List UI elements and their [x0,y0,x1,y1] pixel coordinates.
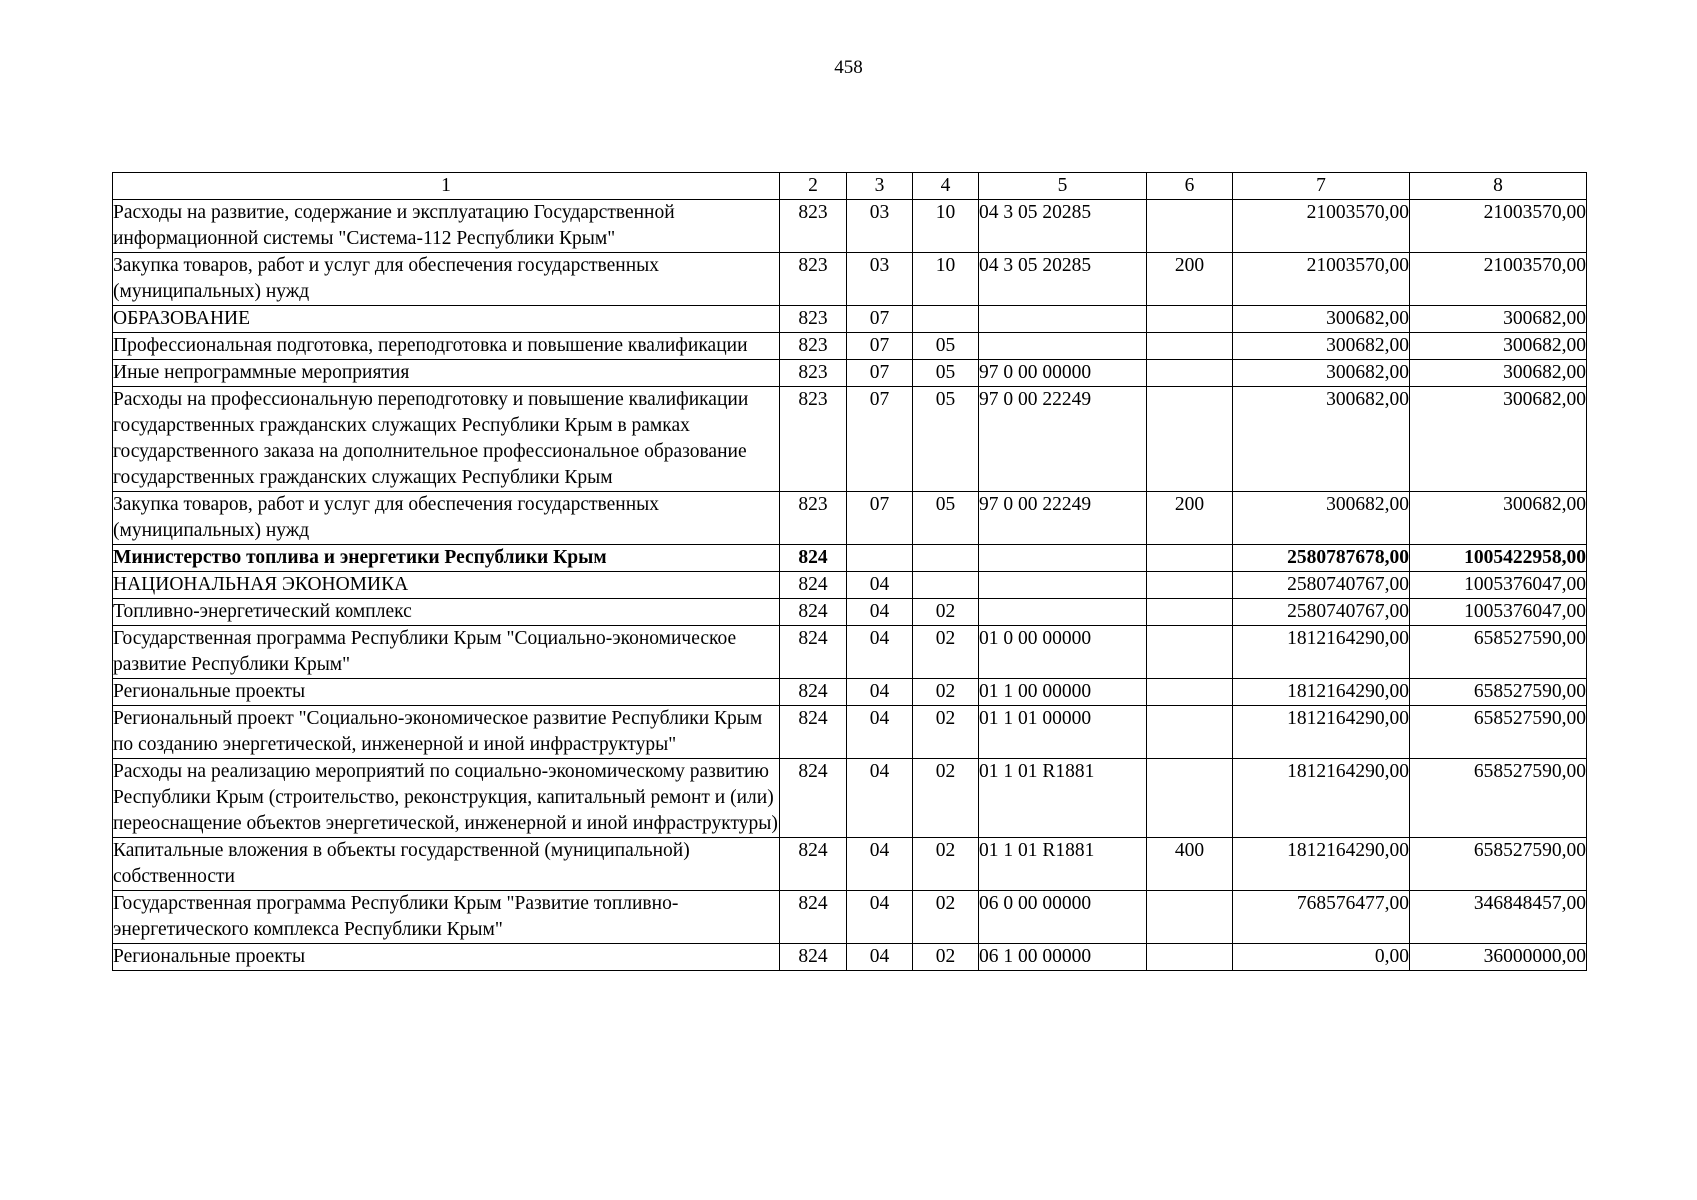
table-body [113,200,1587,971]
header-col-6: 6 [1147,173,1233,200]
cell-col-5: 97 0 00 22249 [979,492,1147,545]
cell-col-2: 824 [780,626,847,679]
cell-col-2: 824 [780,706,847,759]
cell-col-7: 300682,00 [1233,360,1410,387]
cell-col-2: 824 [780,679,847,706]
cell-col-5: 01 1 01 00000 [979,706,1147,759]
cell-col-4 [913,545,979,572]
cell-name: Расходы на профессиональную переподготовку и повышение квалификации государственных гражданских служащих Республики Крым в рамках государственного заказа на дополнительное профессиональное образование государственных гражданских служащих Республики Крым [113,387,780,492]
table-row [113,306,1587,333]
table-row [113,759,1587,838]
cell-col-5 [979,545,1147,572]
cell-name: Государственная программа Республики Крым "Социально-экономическое развитие Республики Крым" [113,626,780,679]
cell-col-7: 21003570,00 [1233,253,1410,306]
cell-col-6: 400 [1147,838,1233,891]
table-row [113,838,1587,891]
cell-col-2: 823 [780,333,847,360]
cell-name: Региональный проект "Социально-экономическое развитие Республики Крым по созданию энергетической, инженерной и иной инфраструктуры" [113,706,780,759]
table-row [113,679,1587,706]
cell-col-7: 2580740767,00 [1233,599,1410,626]
header-col-5: 5 [979,173,1147,200]
cell-name: НАЦИОНАЛЬНАЯ ЭКОНОМИКА [113,572,780,599]
cell-col-6 [1147,360,1233,387]
table-row [113,599,1587,626]
cell-col-8: 1005376047,00 [1410,599,1587,626]
cell-col-6 [1147,599,1233,626]
cell-col-5 [979,306,1147,333]
cell-col-2: 823 [780,253,847,306]
cell-name: Закупка товаров, работ и услуг для обеспечения государственных (муниципальных) нужд [113,253,780,306]
cell-col-4: 02 [913,944,979,971]
cell-name: Закупка товаров, работ и услуг для обеспечения государственных (муниципальных) нужд [113,492,780,545]
cell-col-6: 200 [1147,253,1233,306]
cell-col-2: 823 [780,492,847,545]
cell-col-5: 06 1 00 00000 [979,944,1147,971]
cell-col-8: 658527590,00 [1410,759,1587,838]
cell-col-2: 824 [780,545,847,572]
cell-col-2: 823 [780,360,847,387]
cell-col-2: 824 [780,572,847,599]
cell-col-5 [979,572,1147,599]
table-row [113,572,1587,599]
cell-col-6 [1147,333,1233,360]
cell-col-8: 658527590,00 [1410,626,1587,679]
cell-col-4: 10 [913,253,979,306]
cell-col-5: 01 0 00 00000 [979,626,1147,679]
cell-col-6 [1147,200,1233,253]
cell-col-6 [1147,759,1233,838]
cell-col-6 [1147,891,1233,944]
cell-col-4: 05 [913,492,979,545]
cell-col-2: 824 [780,759,847,838]
cell-col-5: 01 1 01 R1881 [979,838,1147,891]
header-col-7: 7 [1233,173,1410,200]
cell-col-2: 823 [780,387,847,492]
cell-col-7: 0,00 [1233,944,1410,971]
cell-col-8: 300682,00 [1410,333,1587,360]
cell-col-4: 02 [913,891,979,944]
cell-col-2: 824 [780,838,847,891]
cell-col-3: 04 [847,891,913,944]
cell-col-3: 04 [847,679,913,706]
cell-col-4: 02 [913,838,979,891]
cell-col-4: 02 [913,679,979,706]
cell-col-8: 21003570,00 [1410,253,1587,306]
cell-col-5 [979,599,1147,626]
header-col-8: 8 [1410,173,1587,200]
table-header [113,173,1587,200]
cell-col-6 [1147,572,1233,599]
cell-col-7: 1812164290,00 [1233,626,1410,679]
cell-col-5: 04 3 05 20285 [979,200,1147,253]
cell-col-7: 21003570,00 [1233,200,1410,253]
cell-col-5: 01 1 00 00000 [979,679,1147,706]
cell-col-5: 01 1 01 R1881 [979,759,1147,838]
cell-col-8: 300682,00 [1410,306,1587,333]
cell-col-4: 05 [913,360,979,387]
cell-col-2: 823 [780,200,847,253]
cell-col-4: 05 [913,333,979,360]
cell-col-3: 07 [847,387,913,492]
header-col-1: 1 [113,173,780,200]
cell-col-8: 36000000,00 [1410,944,1587,971]
table-row [113,360,1587,387]
cell-col-3: 04 [847,626,913,679]
cell-name: Иные непрограммные мероприятия [113,360,780,387]
cell-name: Региональные проекты [113,944,780,971]
cell-col-5: 97 0 00 00000 [979,360,1147,387]
cell-col-3: 04 [847,706,913,759]
cell-col-3: 07 [847,360,913,387]
cell-col-6: 200 [1147,492,1233,545]
header-col-4: 4 [913,173,979,200]
cell-col-3 [847,545,913,572]
header-col-3: 3 [847,173,913,200]
cell-col-8: 300682,00 [1410,360,1587,387]
cell-col-6 [1147,944,1233,971]
cell-col-4: 02 [913,706,979,759]
cell-col-6 [1147,679,1233,706]
header-col-2: 2 [780,173,847,200]
cell-col-4: 02 [913,626,979,679]
cell-col-8: 658527590,00 [1410,679,1587,706]
cell-col-7: 768576477,00 [1233,891,1410,944]
cell-col-8: 658527590,00 [1410,838,1587,891]
cell-col-4: 02 [913,599,979,626]
cell-col-8: 1005422958,00 [1410,545,1587,572]
cell-col-3: 04 [847,838,913,891]
cell-col-7: 1812164290,00 [1233,679,1410,706]
cell-name: Капитальные вложения в объекты государственной (муниципальной) собственности [113,838,780,891]
cell-col-5: 06 0 00 00000 [979,891,1147,944]
cell-col-7: 1812164290,00 [1233,706,1410,759]
table-row [113,333,1587,360]
cell-col-3: 07 [847,333,913,360]
cell-col-3: 03 [847,200,913,253]
header-row [113,173,1587,200]
cell-col-8: 300682,00 [1410,492,1587,545]
cell-col-8: 658527590,00 [1410,706,1587,759]
cell-col-6 [1147,306,1233,333]
cell-col-3: 04 [847,572,913,599]
table-row [113,492,1587,545]
cell-col-3: 07 [847,492,913,545]
cell-col-7: 1812164290,00 [1233,759,1410,838]
table-row [113,944,1587,971]
cell-col-7: 2580787678,00 [1233,545,1410,572]
table-row [113,253,1587,306]
page-number: 458 [834,57,863,78]
cell-col-2: 824 [780,599,847,626]
table-row [113,626,1587,679]
cell-col-5 [979,333,1147,360]
cell-col-7: 300682,00 [1233,333,1410,360]
cell-col-5: 97 0 00 22249 [979,387,1147,492]
cell-col-3: 03 [847,253,913,306]
table-row [113,706,1587,759]
cell-name: Расходы на развитие, содержание и эксплуатацию Государственной информационной системы "Система-112 Республики Крым" [113,200,780,253]
cell-col-8: 21003570,00 [1410,200,1587,253]
cell-col-3: 04 [847,599,913,626]
cell-name: Государственная программа Республики Крым "Развитие топливно-энергетического комплекса Республики Крым" [113,891,780,944]
cell-col-4: 02 [913,759,979,838]
cell-col-2: 824 [780,944,847,971]
cell-name: Топливно-энергетический комплекс [113,599,780,626]
budget-table [112,172,1587,971]
cell-col-8: 300682,00 [1410,387,1587,492]
cell-col-7: 2580740767,00 [1233,572,1410,599]
cell-name: Профессиональная подготовка, переподготовка и повышение квалификации [113,333,780,360]
table-row [113,200,1587,253]
cell-col-6 [1147,545,1233,572]
cell-col-8: 346848457,00 [1410,891,1587,944]
cell-col-6 [1147,387,1233,492]
cell-name: Министерство топлива и энергетики Республики Крым [113,545,780,572]
cell-col-4 [913,572,979,599]
cell-col-4: 10 [913,200,979,253]
table-row [113,891,1587,944]
cell-col-8: 1005376047,00 [1410,572,1587,599]
cell-col-2: 824 [780,891,847,944]
cell-col-3: 07 [847,306,913,333]
cell-col-5: 04 3 05 20285 [979,253,1147,306]
cell-col-3: 04 [847,759,913,838]
table-row [113,387,1587,492]
cell-name: ОБРАЗОВАНИЕ [113,306,780,333]
cell-name: Расходы на реализацию мероприятий по социально-экономическому развитию Республики Крым (строительство, реконструкция, капитальный ремонт и (или) переоснащение объектов энергетической, инженерной и иной инфраструктуры) [113,759,780,838]
cell-col-7: 300682,00 [1233,387,1410,492]
cell-col-6 [1147,706,1233,759]
table-row [113,545,1587,572]
cell-col-7: 300682,00 [1233,306,1410,333]
cell-col-3: 04 [847,944,913,971]
cell-col-7: 1812164290,00 [1233,838,1410,891]
cell-col-2: 823 [780,306,847,333]
cell-col-4 [913,306,979,333]
cell-col-4: 05 [913,387,979,492]
cell-name: Региональные проекты [113,679,780,706]
cell-col-7: 300682,00 [1233,492,1410,545]
cell-col-6 [1147,626,1233,679]
